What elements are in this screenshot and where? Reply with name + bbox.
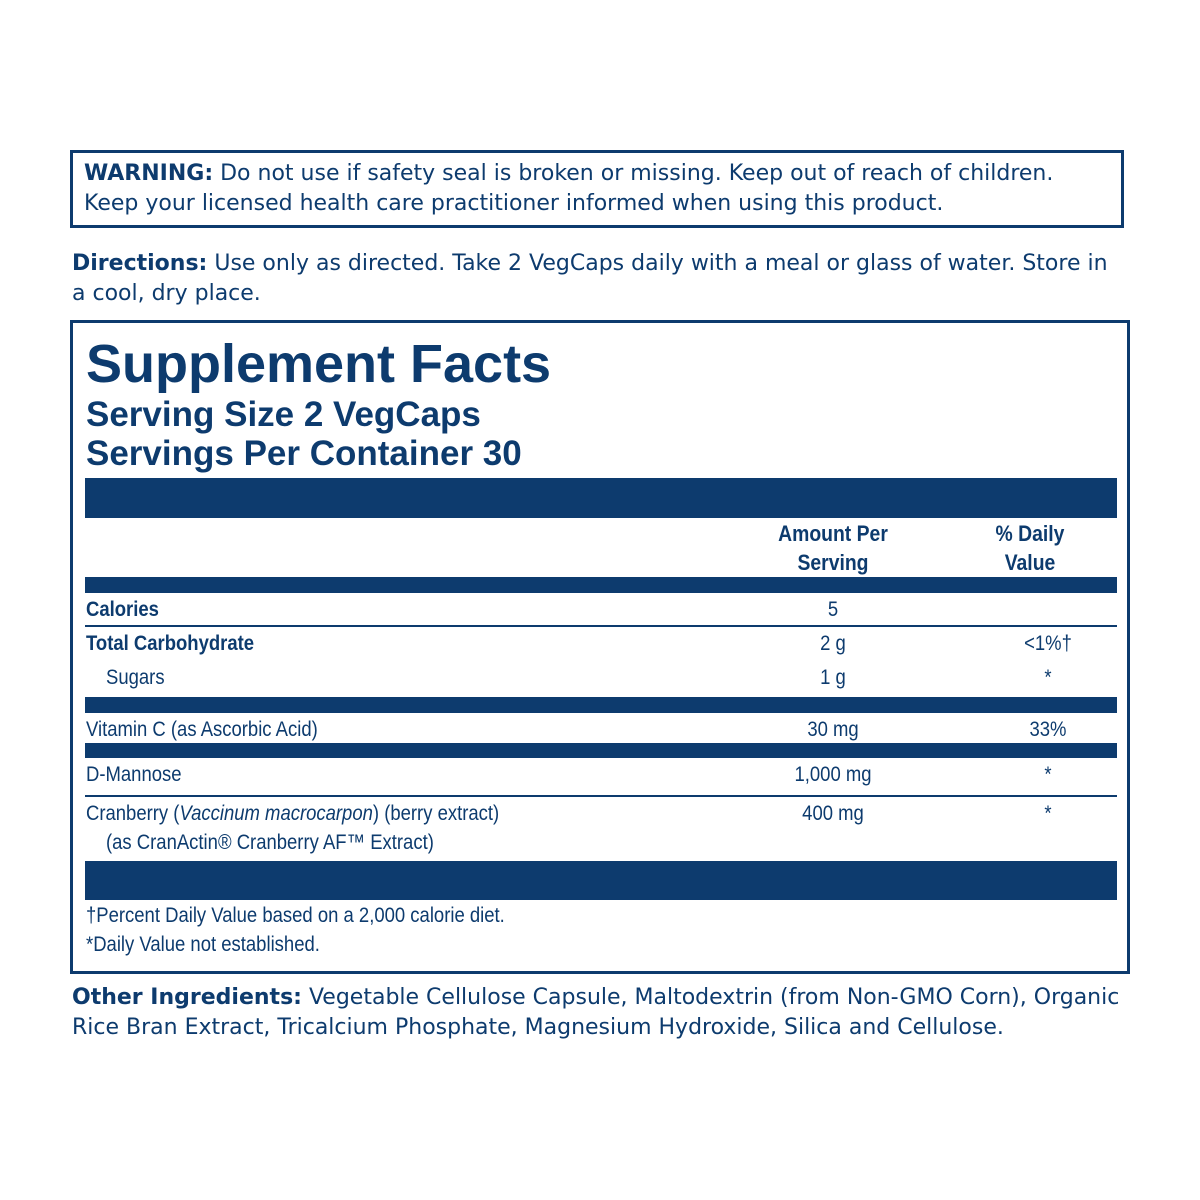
row-cranberry-dv: *	[1044, 802, 1052, 825]
directions-text: Use only as directed. Take 2 VegCaps daily with a meal or glass of water. Store in a cool, dry place.	[72, 251, 1108, 306]
other-ingredients	[72, 983, 1132, 1043]
serving-size: Serving Size 2 VegCaps	[86, 395, 481, 434]
medium-divider-carbs	[85, 697, 1117, 713]
cranberry-name-prefix: Cranberry (	[86, 802, 180, 825]
footnote-daily-value: †Percent Daily Value based on a 2,000 calorie diet.	[86, 904, 505, 927]
row-carbs-dv: <1%†	[1024, 632, 1072, 655]
row-calories-name: Calories	[86, 598, 159, 621]
servings-per-container: Servings Per Container 30	[86, 434, 522, 473]
cranberry-name-suffix: ) (berry extract)	[372, 802, 500, 825]
medium-divider-header	[85, 577, 1117, 593]
row-vitamin-c-name: Vitamin C (as Ascorbic Acid)	[86, 718, 318, 741]
warning-box	[70, 150, 1124, 228]
amount-header-line2: Serving	[797, 550, 869, 575]
row-cranberry-source: (as CranActin® Cranberry AF™ Extract)	[106, 831, 434, 854]
cranberry-latin-name: Vaccinum macrocarpon	[179, 802, 373, 825]
amount-per-serving-header	[745, 519, 921, 577]
footnote-not-established: *Daily Value not established.	[86, 933, 320, 956]
row-d-mannose-dv: *	[1044, 763, 1052, 786]
row-d-mannose-name: D-Mannose	[86, 763, 182, 786]
row-carbs-name: Total Carbohydrate	[86, 632, 255, 655]
row-vitamin-c-dv: 33%	[1029, 718, 1067, 741]
medium-divider-vitamin-c	[85, 743, 1117, 758]
other-ingredients-text: Vegetable Cellulose Capsule, Maltodextrin (from Non-GMO Corn), Organic Rice Bran Extract, Tricalcium Phosphate, Magnesium Hydroxide, Silica and Cellulose.	[72, 985, 1120, 1040]
directions	[72, 249, 1124, 309]
row-carbs-amount: 2 g	[820, 632, 846, 655]
row-vitamin-c-amount: 30 mg	[807, 718, 859, 741]
other-ingredients-label: Other Ingredients:	[72, 985, 302, 1010]
row-cranberry-amount: 400 mg	[802, 802, 864, 825]
warning-label: WARNING:	[84, 161, 214, 186]
dv-header-line2: Value	[1004, 550, 1056, 575]
row-sugars-dv: *	[1044, 666, 1052, 689]
row-cranberry-name	[86, 799, 499, 828]
daily-value-header	[960, 519, 1101, 577]
rule-after-d-mannose	[85, 795, 1117, 797]
facts-title: Supplement Facts	[86, 334, 552, 394]
thick-divider-bottom	[85, 861, 1117, 900]
thick-divider-top	[85, 478, 1117, 518]
directions-label: Directions:	[72, 251, 208, 276]
warning-text: Do not use if safety seal is broken or missing. Keep out of reach of children. Keep your licensed health care practitioner informed when using this product.	[84, 161, 1054, 216]
rule-after-calories	[85, 625, 1117, 627]
row-calories-amount: 5	[827, 598, 839, 621]
amount-header-line1: Amount Per	[778, 521, 888, 546]
row-sugars-name: Sugars	[106, 666, 165, 689]
supplement-facts-panel	[70, 320, 1130, 974]
dv-header-line1: % Daily	[995, 521, 1065, 546]
row-sugars-amount: 1 g	[820, 666, 846, 689]
row-d-mannose-amount: 1,000 mg	[794, 763, 872, 786]
